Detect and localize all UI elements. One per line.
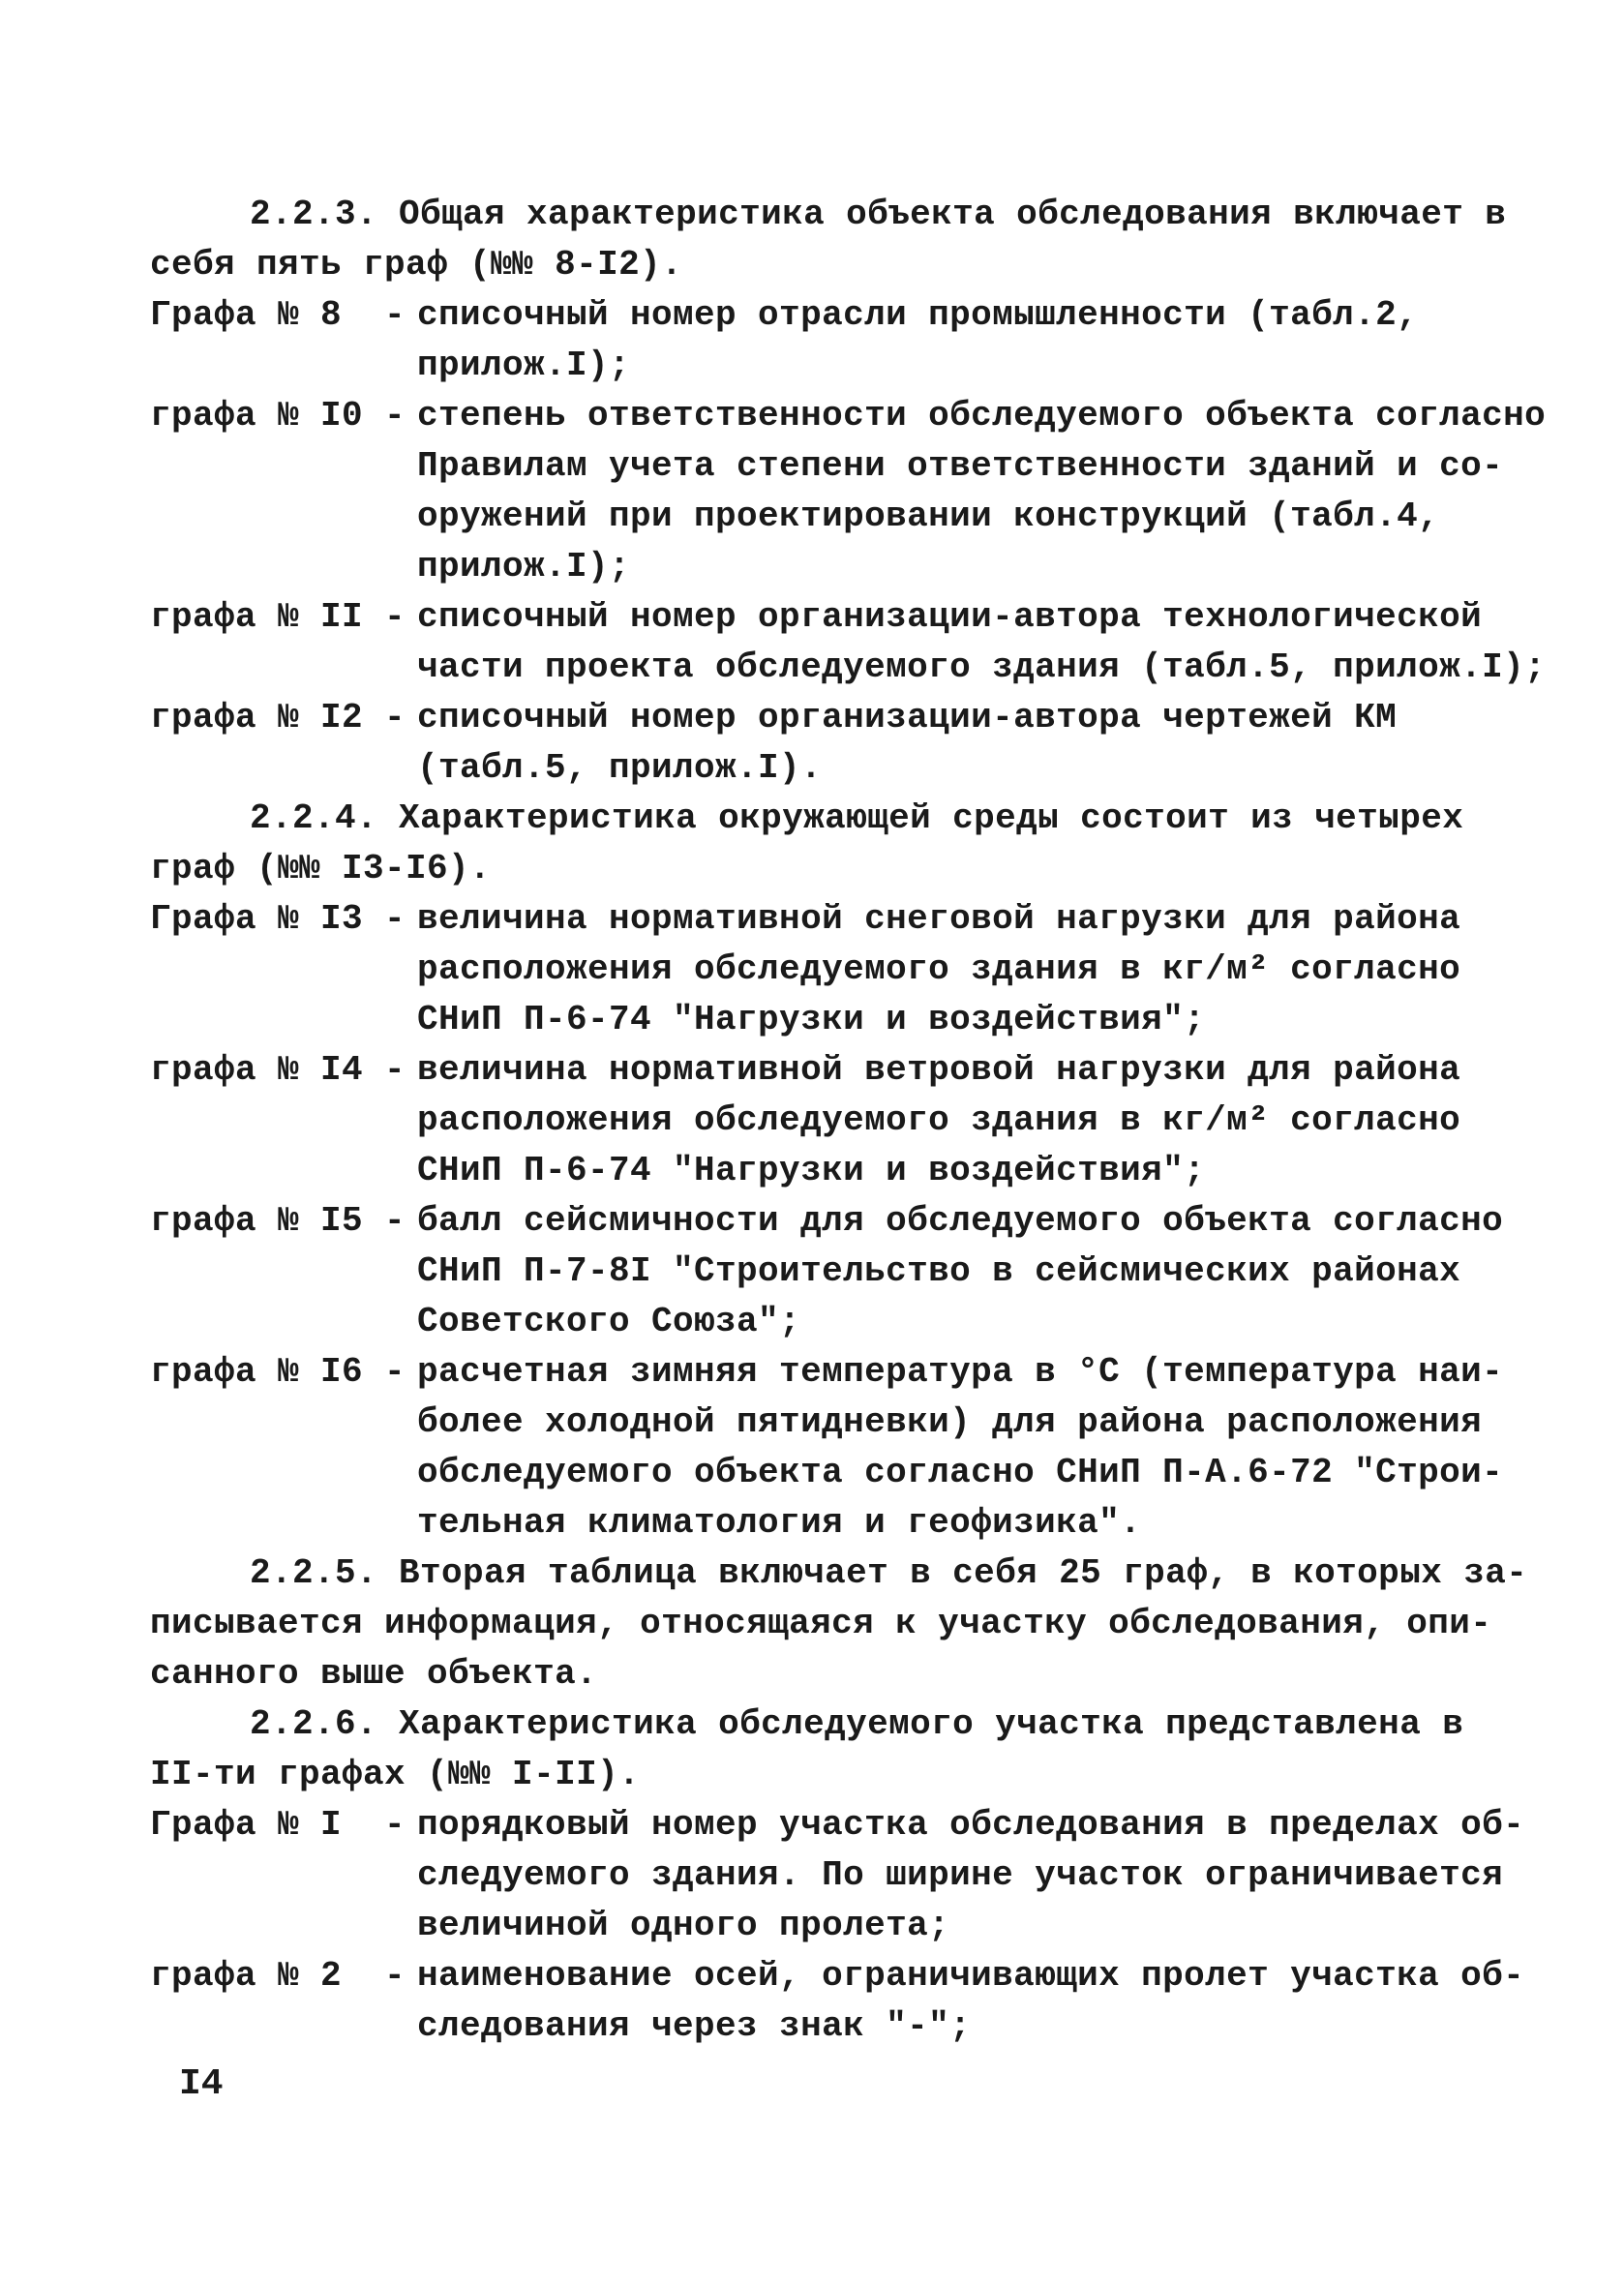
column-label: графа № I4 - [150,1050,406,1090]
description-line: следования через знак "-"; [417,2006,972,2046]
column-description [417,1951,1524,2052]
description-line: Правилам учета степени ответственности зданий и со- [417,446,1504,486]
column-description [417,592,1546,693]
column-description-item [150,290,1505,391]
description-line: обследуемого объекта согласно СНиП П-А.6-72 "Строи- [417,1453,1504,1492]
paragraph-line: писывается информация, относящаяся к участку обследования, опи- [150,1604,1492,1643]
description-line: величиной одного пролета; [417,1906,950,1945]
description-line: СНиП П-7-8I "Строительство в сейсмических районах [417,1251,1461,1291]
paragraph-line: 2.2.6. Характеристика обследуемого участка представлена в [250,1704,1464,1744]
description-line: порядковый номер участка обследования в пределах об- [417,1805,1525,1845]
paragraph [150,1549,1528,1699]
column-description [417,391,1546,592]
description-line: Советского Союза"; [417,1302,801,1341]
column-description [417,1800,1524,1951]
column-label: графа № I2 - [150,698,406,737]
description-line: более холодной пятидневки) для района расположения [417,1402,1483,1442]
description-line: прилож.I); [417,346,631,385]
description-line: (табл.5, прилож.I). [417,748,823,788]
column-description [417,1347,1505,1549]
paragraph [150,190,1505,290]
description-line: списочный номер организации-автора чертежей КМ [417,698,1398,737]
paragraph-line: 2.2.4. Характеристика окружающей среды состоит из четырех [250,798,1464,838]
column-description [417,1045,1505,1196]
document-body [150,190,1547,2052]
column-description-item [150,1800,1525,1951]
paragraph-line: граф (№№ I3-I6). [150,849,492,888]
column-label: графа № I5 - [150,1201,406,1241]
description-line: части проекта обследуемого здания (табл.5, прилож.I); [417,647,1547,687]
description-line: списочный номер организации-автора технологической [417,597,1483,637]
column-description-item [150,894,1505,1045]
description-line: наименование осей, ограничивающих пролет участка об- [417,1956,1525,1996]
description-line: тельная климатология и геофизика". [417,1503,1142,1543]
description-line: расчетная зимняя температура в °С (температура наи- [417,1352,1504,1392]
paragraph-line: 2.2.3. Общая характеристика объекта обследования включает в [250,195,1507,234]
column-description-item [150,1951,1525,2052]
description-line: СНиП П-6-74 "Нагрузки и воздействия"; [417,1151,1206,1190]
description-line: расположения обследуемого здания в кг/м² согласно [417,1100,1461,1140]
column-description-item [150,592,1547,693]
description-line: оружений при проектировании конструкций (табл.4, [417,496,1440,536]
paragraph-line: 2.2.5. Вторая таблица включает в себя 25 граф, в которых за- [250,1553,1528,1593]
paragraph-line: санного выше объекта. [150,1654,598,1694]
column-description-item [150,1045,1505,1196]
column-label: Графа № I3 - [150,899,406,939]
column-description-item [150,391,1547,592]
column-description-item [150,1347,1505,1549]
column-description [417,290,1505,391]
column-description [417,1196,1505,1347]
column-label: графа № I6 - [150,1352,406,1392]
column-label: графа № II - [150,597,406,637]
page-number: I4 [179,2063,224,2105]
column-label: Графа № 8 - [150,295,406,335]
column-label: графа № I0 - [150,396,406,436]
column-description-item [150,693,1505,794]
description-line: величина нормативной ветровой нагрузки для района [417,1050,1461,1090]
paragraph-line: себя пять граф (№№ 8-I2). [150,245,683,285]
paragraph [150,1699,1505,1800]
description-line: следуемого здания. По ширине участок ограничивается [417,1855,1504,1895]
description-line: расположения обследуемого здания в кг/м² согласно [417,949,1461,989]
paragraph [150,794,1505,894]
description-line: степень ответственности обследуемого объекта согласно [417,396,1547,436]
description-line: СНиП П-6-74 "Нагрузки и воздействия"; [417,1000,1206,1039]
paragraph-line: II-ти графах (№№ I-II). [150,1755,641,1794]
description-line: балл сейсмичности для обследуемого объекта согласно [417,1201,1504,1241]
description-line: прилож.I); [417,547,631,587]
description-line: величина нормативной снеговой нагрузки для района [417,899,1461,939]
column-description [417,894,1505,1045]
column-description [417,693,1505,794]
column-label: графа № 2 - [150,1956,406,1996]
column-label: Графа № I - [150,1805,406,1845]
description-line: списочный номер отрасли промышленности (табл.2, [417,295,1419,335]
column-description-item [150,1196,1505,1347]
